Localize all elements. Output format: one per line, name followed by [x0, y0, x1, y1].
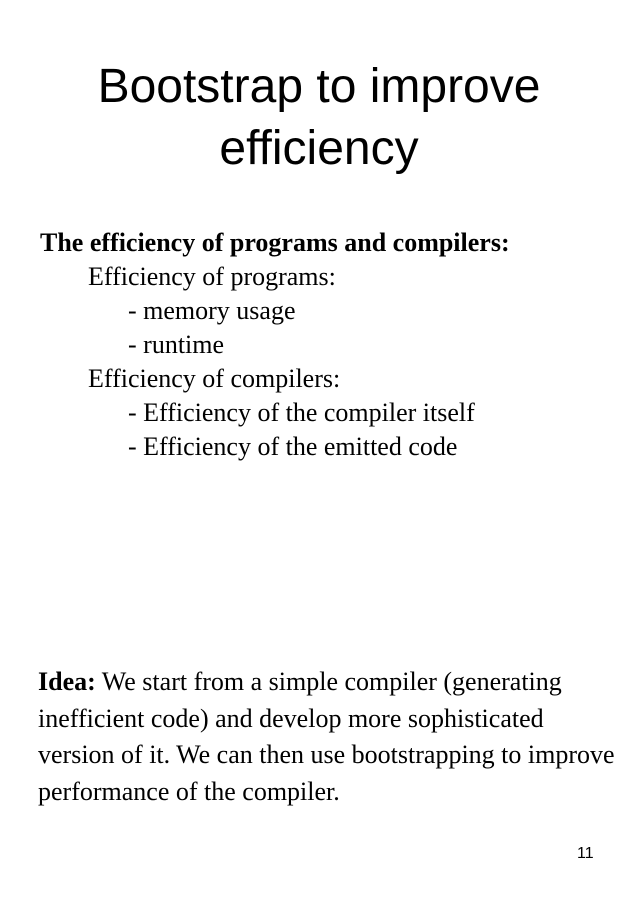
list-item-memory-usage: - memory usage — [128, 296, 296, 325]
idea-text: We start from a simple compiler (generating inefficient code) and develop more sophisticated version of it. We can then use bootstrapping to improve performance of the compiler. — [38, 667, 615, 806]
group-label-programs: Efficiency of programs: — [88, 262, 336, 291]
group-label-compilers: Efficiency of compilers: — [88, 364, 341, 393]
page-number: 11 — [577, 845, 594, 862]
list-item-runtime: - runtime — [128, 330, 225, 359]
idea-label: Idea: — [38, 667, 96, 696]
slide-title-line-2: efficiency — [219, 122, 419, 175]
list-item-compiler-efficiency: - Efficiency of the compiler itself — [128, 398, 475, 427]
idea-paragraph — [38, 664, 624, 810]
slide-title-line-1: Bootstrap to improve — [97, 60, 541, 113]
list-item-emitted-code-efficiency: - Efficiency of the emitted code — [128, 432, 458, 461]
section-heading: The efficiency of programs and compilers: — [40, 228, 510, 257]
